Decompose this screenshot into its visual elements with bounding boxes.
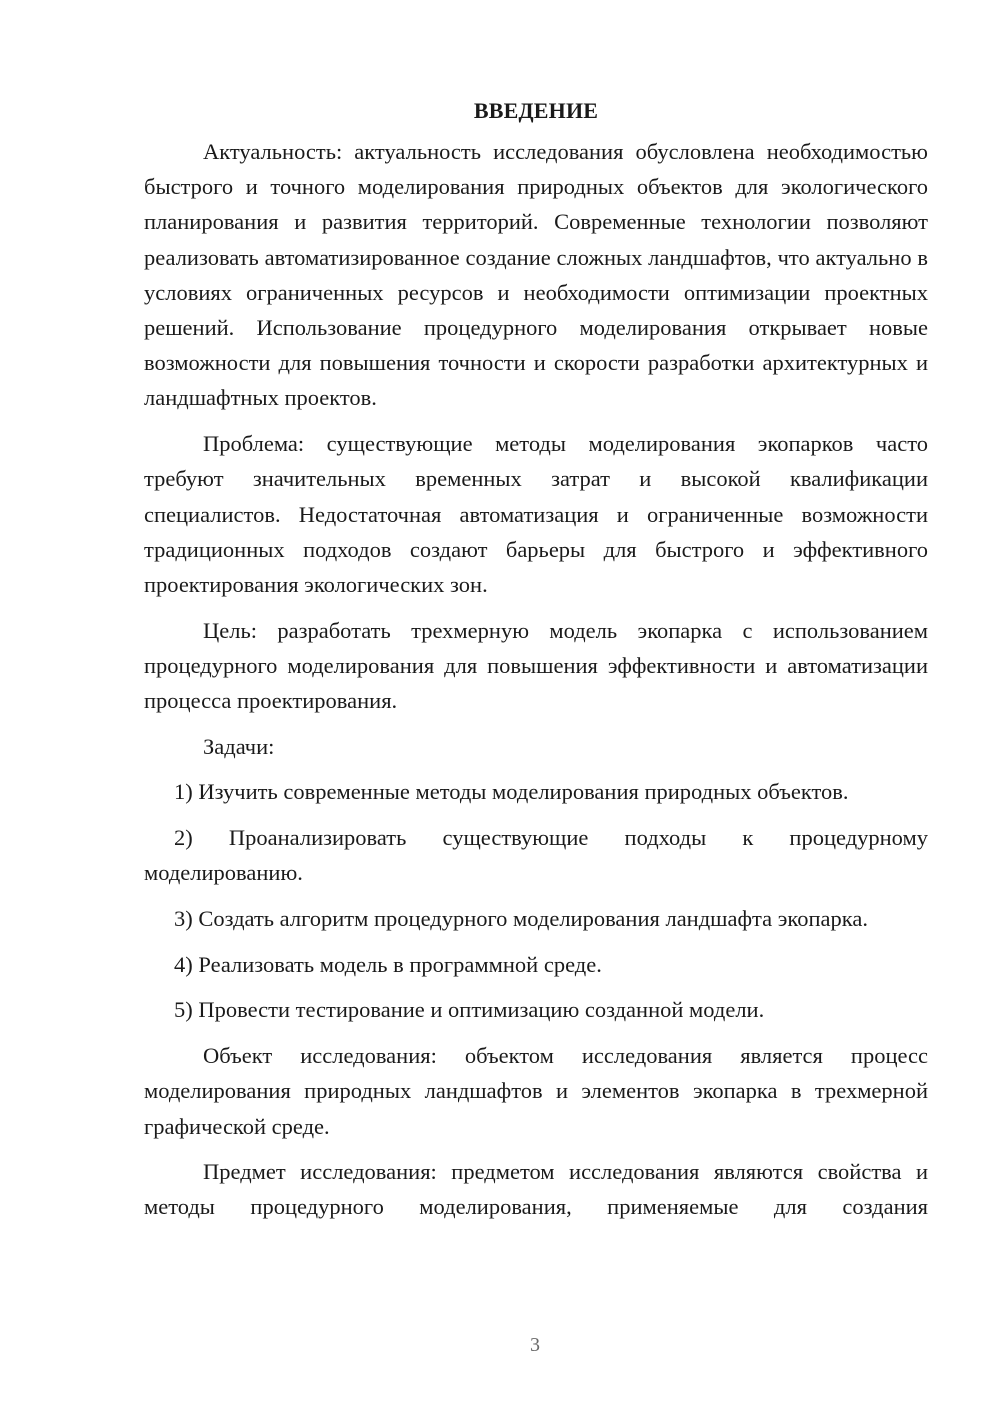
task-item: 4) Реализовать модель в программной среде.	[174, 951, 602, 977]
task-item: 1) Изучить современные методы моделирования природных объектов.	[174, 779, 849, 805]
tasks-label: Задачи:	[203, 733, 275, 759]
problem-paragraph: Проблема: существующие методы моделирования экопарков часто требуют значительных временных затрат и высокой квалификации специалистов. Недостаточная автоматизация и ограниченные возможности традиционных подходов создают барьеры для быстрого и эффективного проектирования экологических зон.	[144, 431, 928, 597]
task-item: 3) Создать алгоритм процедурного моделирования ландшафта экопарка.	[174, 906, 868, 932]
relevance-paragraph: Актуальность: актуальность исследования обусловлена необходимостью быстрого и точного моделирования природных объектов для экологического планирования и развития территорий. Современные технологии позволяют реализовать автоматизированное создание сложных ландшафтов, что актуально в условиях ограниченных ресурсов и необходимости оптимизации проектных решений. Использование процедурного моделирования открывает новые возможности для повышения точности и скорости разработки архитектурных и ландшафтных проектов.	[144, 139, 928, 411]
task-item: 2) Проанализировать существующие подходы к процедурному моделированию.	[144, 825, 928, 886]
task-item: 5) Провести тестирование и оптимизацию созданной модели.	[174, 997, 765, 1023]
goal-paragraph: Цель: разработать трехмерную модель экопарка с использованием процедурного моделирования для повышения эффективности и автоматизации процесса проектирования.	[144, 617, 928, 714]
page-number: 3	[530, 1334, 540, 1356]
research-subject-paragraph: Предмет исследования: предметом исследования являются свойства и методы процедурного моделирования, применяемые для создания	[144, 1159, 928, 1220]
page-body	[144, 94, 928, 1235]
section-heading: ВВЕДЕНИЕ	[473, 98, 599, 123]
research-object-paragraph: Объект исследования: объектом исследования является процесс моделирования природных ландшафтов и элементов экопарка в трехмерной графической среде.	[144, 1043, 928, 1139]
